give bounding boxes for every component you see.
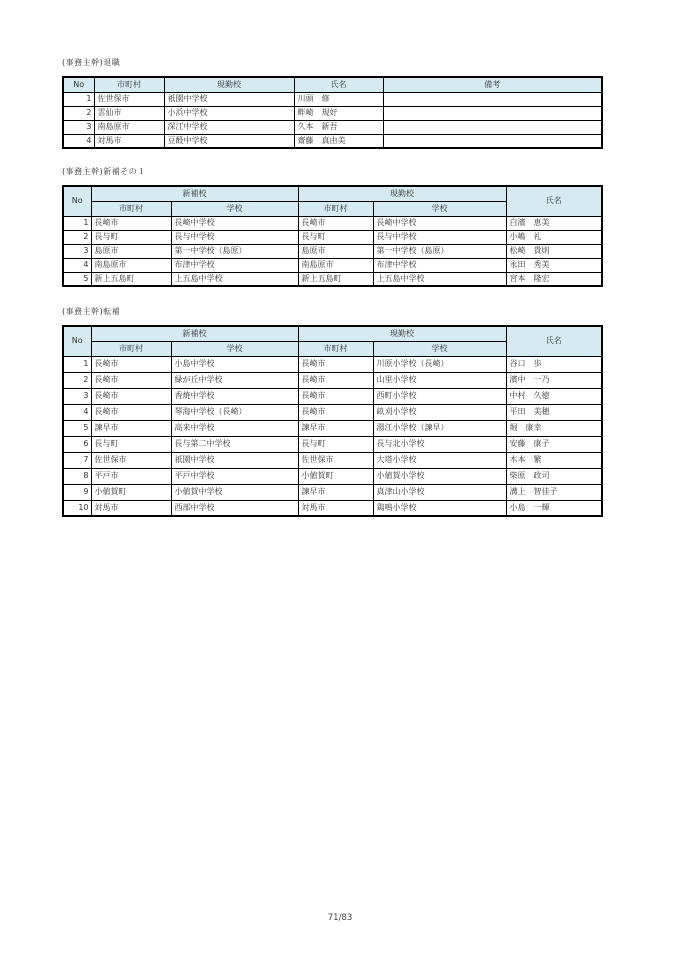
table-header	[63, 77, 602, 92]
cell-new-city: 長崎市	[91, 388, 171, 404]
table-row	[63, 372, 602, 388]
cell-new-school: 長与中学校	[171, 230, 298, 244]
cell-no: 3	[63, 120, 94, 134]
cell-new-city: 佐世保市	[91, 452, 171, 468]
table-row	[63, 468, 602, 484]
page-number: 71/83	[327, 913, 353, 923]
cell-cur-school: 山里小学校	[373, 372, 506, 388]
cell-new-school: 緑が丘中学校	[171, 372, 298, 388]
col-header-new-city: 市町村	[91, 341, 171, 356]
cell-cur-city: 諫早市	[298, 484, 373, 500]
col-header-no: No	[63, 326, 91, 356]
cell-new-city: 長与町	[91, 230, 171, 244]
cell-name: 畔崎 規好	[294, 106, 383, 120]
new-appointment-table	[62, 185, 603, 287]
cell-no: 4	[63, 134, 94, 148]
cell-new-school: 香焼中学校	[171, 388, 298, 404]
table-row	[63, 500, 602, 516]
cell-no: 7	[63, 452, 91, 468]
cell-city: 南島原市	[94, 120, 164, 134]
cell-name: 木本 繁	[506, 452, 602, 468]
cell-no: 5	[63, 272, 91, 286]
table-row	[63, 230, 602, 244]
cell-new-school: 第一中学校（島原）	[171, 244, 298, 258]
col-header-current-school-group: 現勤校	[298, 186, 506, 201]
cell-new-city: 新上五島町	[91, 272, 171, 286]
cell-cur-school: 大塔小学校	[373, 452, 506, 468]
cell-new-city: 南島原市	[91, 258, 171, 272]
cell-no: 3	[63, 244, 91, 258]
col-header-current-school: 学校	[373, 201, 506, 216]
col-header-new-school-group: 新補校	[91, 186, 298, 201]
cell-name: 宮本 隆宏	[506, 272, 602, 286]
cell-no: 2	[63, 106, 94, 120]
cell-cur-school: 布津中学校	[373, 258, 506, 272]
cell-cur-school: 真津山小学校	[373, 484, 506, 500]
cell-school: 深江中学校	[164, 120, 294, 134]
cell-name: 小嶋 礼	[506, 230, 602, 244]
cell-note	[383, 134, 602, 148]
cell-name: 川頭 修	[294, 92, 383, 106]
retirement-table	[62, 76, 603, 149]
cell-cur-school: 長崎中学校	[373, 216, 506, 230]
table-body	[63, 356, 602, 516]
col-header-current-school-group: 現勤校	[298, 326, 506, 341]
table-row	[63, 420, 602, 436]
cell-note	[383, 106, 602, 120]
cell-name: 平田 美穂	[506, 404, 602, 420]
col-header-name: 氏名	[506, 186, 602, 216]
cell-note	[383, 120, 602, 134]
cell-no: 1	[63, 92, 94, 106]
cell-cur-city: 長与町	[298, 230, 373, 244]
transfer-table	[62, 325, 603, 517]
cell-cur-city: 諫早市	[298, 420, 373, 436]
cell-no: 1	[63, 216, 91, 230]
cell-new-city: 平戸市	[91, 468, 171, 484]
section-title-retirement: (事務主幹)退職	[62, 58, 121, 67]
cell-name: 白濱 恵美	[506, 216, 602, 230]
header-row	[63, 77, 602, 92]
cell-name: 柴原 政司	[506, 468, 602, 484]
cell-new-school: 祇園中学校	[171, 452, 298, 468]
cell-cur-school: 湯江小学校（諫早）	[373, 420, 506, 436]
table-row	[63, 92, 602, 106]
cell-cur-city: 長崎市	[298, 388, 373, 404]
cell-cur-city: 長崎市	[298, 356, 373, 372]
table-header	[63, 326, 602, 356]
col-header-name: 氏名	[294, 77, 383, 92]
cell-cur-city: 小値賀町	[298, 468, 373, 484]
cell-name: 堀 康幸	[506, 420, 602, 436]
cell-new-city: 長崎市	[91, 372, 171, 388]
table-row	[63, 272, 602, 286]
cell-cur-school: 西町小学校	[373, 388, 506, 404]
table-row	[63, 484, 602, 500]
cell-cur-school: 畝刈小学校	[373, 404, 506, 420]
table-header	[63, 186, 602, 216]
section-title-new-appointment: (事務主幹)新補その１	[62, 167, 146, 176]
col-header-no: No	[63, 77, 94, 92]
table-row	[63, 120, 602, 134]
col-header-current-school: 現勤校	[164, 77, 294, 92]
cell-no: 2	[63, 230, 91, 244]
col-header-new-school: 学校	[171, 201, 298, 216]
table-row	[63, 356, 602, 372]
cell-new-school: 小値賀中学校	[171, 484, 298, 500]
cell-new-city: 長崎市	[91, 404, 171, 420]
col-header-current-school: 学校	[373, 341, 506, 356]
table-row	[63, 244, 602, 258]
cell-cur-school: 小値賀小学校	[373, 468, 506, 484]
cell-cur-city: 対馬市	[298, 500, 373, 516]
col-header-current-city: 市町村	[298, 341, 373, 356]
cell-name: 谷口 歩	[506, 356, 602, 372]
col-header-name: 氏名	[506, 326, 602, 356]
cell-cur-school: 長与中学校	[373, 230, 506, 244]
cell-new-city: 長崎市	[91, 356, 171, 372]
col-header-new-city: 市町村	[91, 201, 171, 216]
col-header-new-school-group: 新補校	[91, 326, 298, 341]
cell-cur-city: 長崎市	[298, 216, 373, 230]
cell-new-school: 長崎中学校	[171, 216, 298, 230]
cell-new-city: 諫早市	[91, 420, 171, 436]
cell-name: 永田 秀美	[506, 258, 602, 272]
col-header-current-city: 市町村	[298, 201, 373, 216]
col-header-city: 市町村	[94, 77, 164, 92]
col-header-no: No	[63, 186, 91, 216]
cell-no: 6	[63, 436, 91, 452]
cell-cur-city: 長与町	[298, 436, 373, 452]
cell-cur-city: 南島原市	[298, 258, 373, 272]
cell-cur-school: 第一中学校（島原）	[373, 244, 506, 258]
cell-no: 8	[63, 468, 91, 484]
cell-no: 4	[63, 258, 91, 272]
cell-name: 久本 新吾	[294, 120, 383, 134]
cell-no: 2	[63, 372, 91, 388]
cell-no: 3	[63, 388, 91, 404]
cell-cur-city: 佐世保市	[298, 452, 373, 468]
cell-city: 雲仙市	[94, 106, 164, 120]
cell-cur-city: 新上五島町	[298, 272, 373, 286]
cell-note	[383, 92, 602, 106]
header-row	[63, 326, 602, 341]
cell-cur-city: 島原市	[298, 244, 373, 258]
cell-name: 溝上 智佳子	[506, 484, 602, 500]
cell-no: 5	[63, 420, 91, 436]
cell-cur-city: 長崎市	[298, 372, 373, 388]
cell-cur-school: 川原小学校（長崎）	[373, 356, 506, 372]
col-header-note: 備考	[383, 77, 602, 92]
cell-new-school: 小島中学校	[171, 356, 298, 372]
table-row	[63, 452, 602, 468]
cell-name: 小島 一輝	[506, 500, 602, 516]
cell-new-school: 布津中学校	[171, 258, 298, 272]
header-row	[63, 186, 602, 201]
table-row	[63, 436, 602, 452]
cell-cur-city: 長崎市	[298, 404, 373, 420]
cell-name: 安藤 康子	[506, 436, 602, 452]
cell-school: 祇園中学校	[164, 92, 294, 106]
cell-name: 松崎 貴則	[506, 244, 602, 258]
cell-no: 10	[63, 500, 91, 516]
table-row	[63, 134, 602, 148]
cell-cur-school: 鶏鳴小学校	[373, 500, 506, 516]
cell-name: 齋藤 真由美	[294, 134, 383, 148]
cell-school: 豆酘中学校	[164, 134, 294, 148]
table-body	[63, 216, 602, 286]
section-title-transfer: (事務主幹)転補	[62, 307, 121, 316]
cell-new-city: 長崎市	[91, 216, 171, 230]
cell-new-city: 島原市	[91, 244, 171, 258]
table-row	[63, 258, 602, 272]
cell-new-school: 高来中学校	[171, 420, 298, 436]
cell-new-city: 長与町	[91, 436, 171, 452]
cell-name: 濱中 一乃	[506, 372, 602, 388]
table-row	[63, 216, 602, 230]
col-header-new-school: 学校	[171, 341, 298, 356]
cell-new-city: 対馬市	[91, 500, 171, 516]
cell-cur-school: 長与北小学校	[373, 436, 506, 452]
cell-new-school: 琴海中学校（長崎）	[171, 404, 298, 420]
cell-city: 佐世保市	[94, 92, 164, 106]
cell-new-school: 西部中学校	[171, 500, 298, 516]
table-row	[63, 106, 602, 120]
table-row	[63, 388, 602, 404]
cell-name: 中村 久徳	[506, 388, 602, 404]
cell-cur-school: 上五島中学校	[373, 272, 506, 286]
table-body	[63, 92, 602, 148]
table-row	[63, 404, 602, 420]
cell-school: 小浜中学校	[164, 106, 294, 120]
cell-city: 対馬市	[94, 134, 164, 148]
cell-new-school: 上五島中学校	[171, 272, 298, 286]
cell-new-school: 平戸中学校	[171, 468, 298, 484]
cell-no: 4	[63, 404, 91, 420]
cell-new-school: 長与第二中学校	[171, 436, 298, 452]
cell-no: 9	[63, 484, 91, 500]
cell-new-city: 小値賀町	[91, 484, 171, 500]
cell-no: 1	[63, 356, 91, 372]
